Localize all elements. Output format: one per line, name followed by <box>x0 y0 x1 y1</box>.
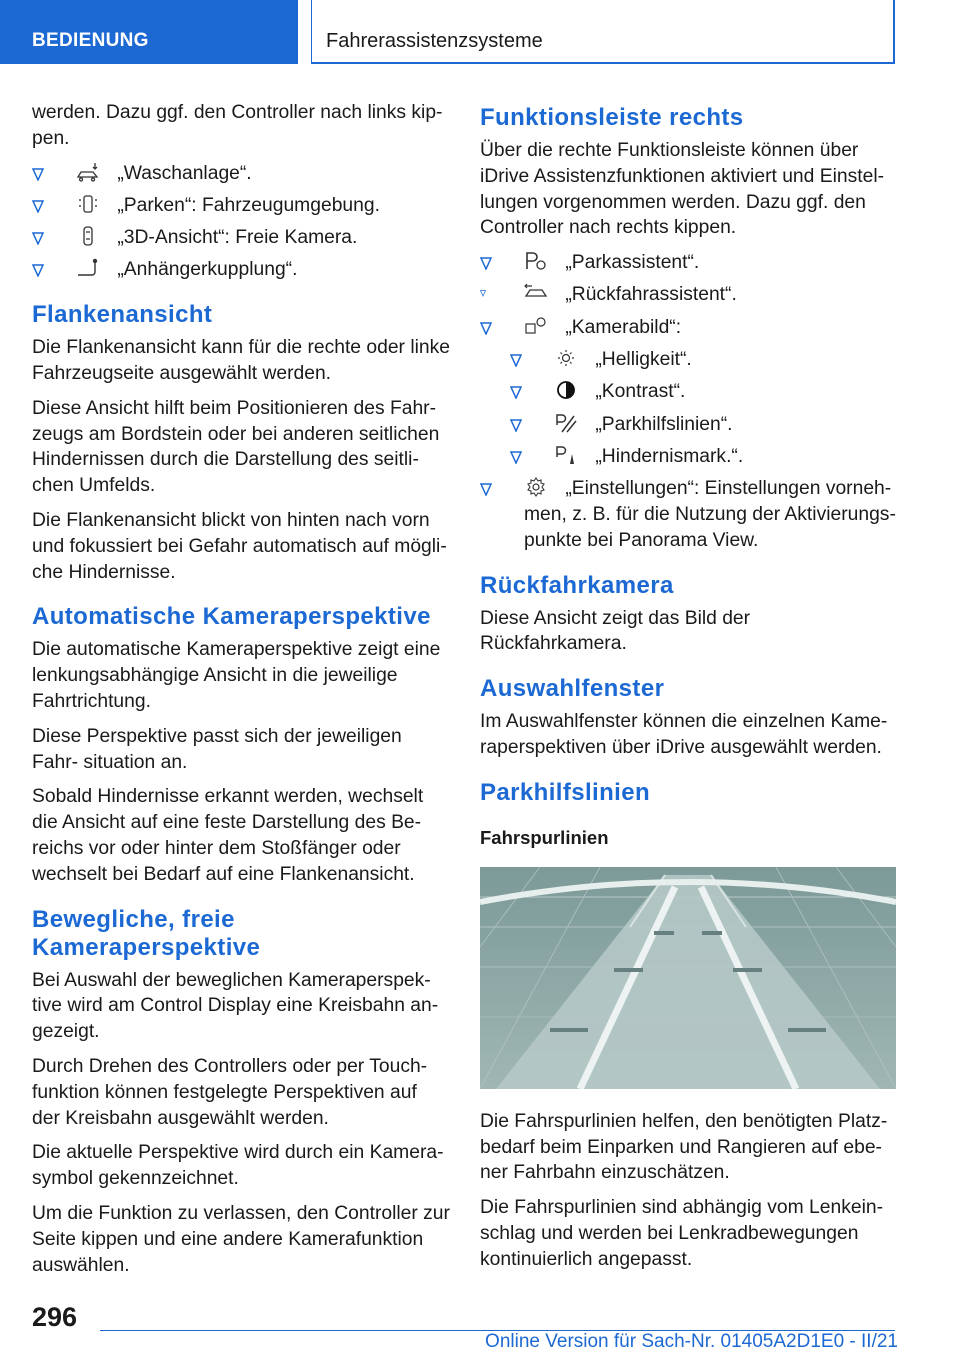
function-bar-list <box>480 250 898 553</box>
list-item: „Parkassistent“. <box>480 250 898 276</box>
parking-lines-icon <box>554 412 578 434</box>
camera-image-icon <box>524 315 548 337</box>
bullet-triangle-icon <box>32 168 44 181</box>
list-item: „Parkhilfslinien“. <box>510 412 898 438</box>
paragraph: Diese Ansicht zeigt das Bild der Rückfahrkamera. <box>480 607 751 655</box>
bullet-triangle-icon <box>480 289 492 302</box>
paragraph: Die automatische Kameraperspektive zeigt eine lenkungsabhängige Ansicht in die jeweilige Fahrtrichtung. <box>32 639 441 713</box>
paragraph: Um die Funktion zu verlassen, den Controller zur Seite kippen und eine andere Kamerafunktion auswählen. <box>32 1203 450 1276</box>
parking-lines-heading: Parkhilfslinien <box>480 778 651 806</box>
paragraph: Die Fahrspurlinien sind abhängig vom Lenkein- schlag und werden bei Lenkradbewegungen kontinuierlich angepasst. <box>480 1197 883 1270</box>
flank-view-heading: Flankenansicht <box>32 301 213 329</box>
paragraph: Durch Drehen des Controllers oder per Touch- funktion können festgelegte Perspektiven auf der Kreisbahn ausgewählt werden. <box>32 1056 428 1129</box>
list-item: „Rückfahrassistent“. <box>480 282 898 308</box>
bullet-triangle-icon <box>510 354 522 367</box>
paragraph: Die Fahrspurlinien helfen, den benötigten Platz- bedarf beim Einparken und Rangieren auf ebe- ner Fahrbahn einzuschätzen. <box>480 1110 888 1184</box>
bullet-triangle-icon <box>510 419 522 432</box>
bullet-triangle-icon <box>510 386 522 399</box>
obstacle-marking-icon <box>554 444 578 466</box>
paragraph: Diese Perspektive passt sich der jeweiligen Fahr- situation an. <box>32 725 402 773</box>
right-column <box>480 100 898 1282</box>
paragraph: Die Flankenansicht kann für die rechte oder linke Fahrzeugseite ausgewählt werden. <box>32 337 450 385</box>
page-number: 296 <box>32 1302 78 1332</box>
chapter-tab <box>311 0 895 64</box>
view-options-list <box>32 161 450 284</box>
left-column <box>32 100 450 1287</box>
paragraph: Über die rechte Funktionsleiste können über iDrive Assistenzfunktionen aktiviert und Einstel- lungen vorgenommen werden. Dazu ggf. den Controller nach rechts kippen. <box>480 140 885 239</box>
parking-assistant-icon <box>524 250 548 272</box>
list-item: „Waschanlage“. <box>32 161 450 187</box>
paragraph: Bei Auswahl der beweglichen Kameraperspek- tive wird am Control Display eine Kreisbahn an- gezeigt. <box>32 969 439 1043</box>
brightness-icon <box>554 347 578 369</box>
lane-lines-illustration <box>480 867 896 1089</box>
selection-window-heading: Auswahlfenster <box>480 675 665 703</box>
list-item: „3D-Ansicht“: Freie Kamera. <box>32 225 450 251</box>
online-version-note: Online Version für Sach-Nr. 01405A2D1E0 - II/21 <box>485 1331 898 1352</box>
list-item: „Helligkeit“. <box>510 347 898 373</box>
list-item: „Anhängerkupplung“. <box>32 257 450 283</box>
bullet-triangle-icon <box>32 264 44 277</box>
3d-view-icon <box>76 225 100 247</box>
chapter-label: Fahrerassistenzsysteme <box>326 30 543 52</box>
bullet-triangle-icon <box>510 451 522 464</box>
paragraph: Die aktuelle Perspektive wird durch ein Kamera- symbol gekennzeichnet. <box>32 1142 444 1190</box>
intro-paragraph: werden. Dazu ggf. den Controller nach links kip- pen. <box>32 102 443 149</box>
section-label: BEDIENUNG <box>32 30 149 51</box>
list-item: „Kontrast“. <box>510 379 898 405</box>
car-wash-icon <box>76 161 100 183</box>
bullet-triangle-icon <box>480 483 492 496</box>
bullet-triangle-icon <box>480 322 492 335</box>
list-item: „Parken“: Fahrzeugumgebung. <box>32 193 450 219</box>
paragraph: Im Auswahlfenster können die einzelnen Kame- raperspektiven über iDrive ausgewählt werden. <box>480 711 888 759</box>
section-tab <box>0 0 298 64</box>
list-item: „Kamerabild“: <box>480 315 898 341</box>
bullet-triangle-icon <box>480 257 492 270</box>
contrast-icon <box>554 379 578 401</box>
paragraph: Diese Ansicht hilft beim Positionieren des Fahr- zeugs am Bordstein oder bei anderen seitlichen Hindernissen durch die Darstellung des seitli- chen Umfelds. <box>32 397 440 497</box>
paragraph: Die Flankenansicht blickt von hinten nach vorn und fokussiert bei Gefahr automatisch auf mögli- che Hindernisse. <box>32 510 447 583</box>
bullet-triangle-icon <box>32 232 44 245</box>
bullet-triangle-icon <box>32 200 44 213</box>
rear-camera-heading: Rückfahrkamera <box>480 571 674 599</box>
lane-lines-subheading: Fahrspurlinien <box>480 826 609 848</box>
settings-gear-icon <box>524 476 548 498</box>
trailer-hitch-icon <box>76 257 100 279</box>
reversing-assistant-icon <box>524 282 548 304</box>
paragraph: Sobald Hindernisse erkannt werden, wechselt die Ansicht auf eine feste Darstellung des Be- reichs vor oder hinter dem Stoßfänger oder wechselt bei Bedarf auf eine Flankenansicht. <box>32 786 424 885</box>
parking-car-icon <box>76 193 100 215</box>
auto-perspective-heading: Automatische Kameraperspektive <box>32 603 431 631</box>
free-perspective-heading: Bewegliche, freie Kameraperspektive <box>32 905 261 961</box>
function-bar-heading: Funktionsleiste rechts <box>480 104 744 131</box>
list-item: „Einstellungen“: Einstellungen vorneh- men, z. B. für die Nutzung der Aktivierungs- punkte bei Panorama View. <box>480 476 898 553</box>
list-item: „Hindernismark.“. <box>510 444 898 470</box>
